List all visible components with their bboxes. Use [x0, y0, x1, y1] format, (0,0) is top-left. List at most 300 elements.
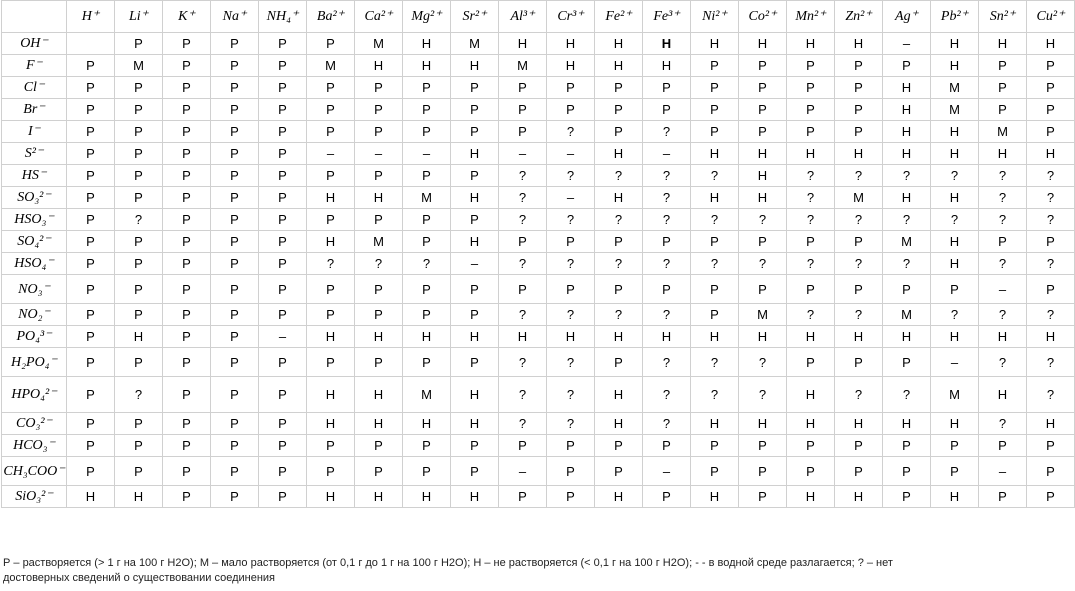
solubility-cell: Р [787, 231, 835, 253]
solubility-cell: Р [547, 457, 595, 486]
solubility-cell: Н [595, 413, 643, 435]
solubility-cell: Р [259, 33, 307, 55]
solubility-cell: М [307, 55, 355, 77]
solubility-cell: Р [547, 435, 595, 457]
solubility-cell: Р [355, 99, 403, 121]
solubility-cell: Н [691, 326, 739, 348]
solubility-cell: Р [451, 77, 499, 99]
solubility-cell: ? [739, 377, 787, 413]
solubility-cell: Н [883, 413, 931, 435]
solubility-cell: Р [163, 348, 211, 377]
solubility-cell: Р [403, 348, 451, 377]
solubility-cell: Н [739, 33, 787, 55]
solubility-cell: Н [787, 326, 835, 348]
solubility-cell: Р [595, 457, 643, 486]
solubility-cell: Р [499, 275, 547, 304]
solubility-cell: Р [163, 326, 211, 348]
solubility-cell: Р [211, 143, 259, 165]
solubility-cell: Р [211, 377, 259, 413]
solubility-cell: ? [595, 165, 643, 187]
solubility-cell: Р [67, 209, 115, 231]
solubility-cell: Р [259, 377, 307, 413]
solubility-cell: Р [787, 457, 835, 486]
solubility-cell: Н [355, 55, 403, 77]
solubility-cell: Н [979, 143, 1027, 165]
solubility-cell: Н [355, 486, 403, 508]
solubility-cell: Р [259, 55, 307, 77]
solubility-cell: М [883, 231, 931, 253]
solubility-cell: Р [979, 231, 1027, 253]
solubility-cell: Р [1027, 435, 1075, 457]
solubility-cell: Р [115, 253, 163, 275]
solubility-cell: Р [259, 209, 307, 231]
solubility-cell: Р [115, 275, 163, 304]
solubility-cell: Н [1027, 413, 1075, 435]
solubility-cell: – [403, 143, 451, 165]
solubility-cell: Р [547, 77, 595, 99]
solubility-cell: Р [211, 165, 259, 187]
cation-header: Li⁺ [115, 1, 163, 33]
solubility-cell: ? [499, 377, 547, 413]
solubility-cell: Н [307, 377, 355, 413]
solubility-cell: Н [307, 231, 355, 253]
solubility-cell: Р [787, 275, 835, 304]
legend-text: Р – растворяется (> 1 г на 100 г Н2О); М – мало растворяется (от 0,1 г до 1 г на 100 г Н2О); Н – не растворяется (< 0,1 г на 100 г Н2О); - - в водной среде разлагается; ? – нет достоверных сведений о существовании соединения [3, 557, 893, 584]
solubility-cell: Р [163, 304, 211, 326]
header-row [2, 1, 1075, 33]
solubility-cell: Р [115, 187, 163, 209]
solubility-cell: Р [451, 457, 499, 486]
solubility-cell: Р [499, 121, 547, 143]
solubility-cell: Н [499, 326, 547, 348]
solubility-cell: Н [547, 326, 595, 348]
solubility-cell: ? [979, 209, 1027, 231]
solubility-cell: Р [1027, 77, 1075, 99]
solubility-cell: – [451, 253, 499, 275]
solubility-cell: Р [403, 77, 451, 99]
solubility-cell: Р [307, 77, 355, 99]
solubility-cell: Р [739, 457, 787, 486]
solubility-cell: Н [739, 165, 787, 187]
table-row [2, 209, 1075, 231]
solubility-cell: ? [787, 304, 835, 326]
solubility-cell: ? [499, 413, 547, 435]
solubility-cell: Р [67, 304, 115, 326]
solubility-cell: Р [211, 413, 259, 435]
solubility-cell: Р [67, 435, 115, 457]
solubility-cell: Р [403, 209, 451, 231]
table-row [2, 348, 1075, 377]
solubility-cell: ? [979, 165, 1027, 187]
solubility-cell: Р [595, 275, 643, 304]
solubility-cell: Р [1027, 99, 1075, 121]
solubility-cell: Н [931, 33, 979, 55]
solubility-cell: Н [1027, 326, 1075, 348]
solubility-cell: ? [979, 348, 1027, 377]
solubility-cell: Р [499, 435, 547, 457]
solubility-cell: Р [259, 486, 307, 508]
cation-header: Fe²⁺ [595, 1, 643, 33]
solubility-cell: Р [307, 435, 355, 457]
solubility-cell: ? [883, 165, 931, 187]
solubility-cell: Р [691, 77, 739, 99]
anion-label: NO₃⁻ [2, 275, 67, 304]
solubility-cell: Н [595, 143, 643, 165]
solubility-cell: ? [835, 165, 883, 187]
solubility-cell: Р [643, 99, 691, 121]
anion-label: F⁻ [2, 55, 67, 77]
solubility-cell: ? [403, 253, 451, 275]
solubility-cell: Р [1027, 275, 1075, 304]
solubility-cell: Н [403, 55, 451, 77]
anion-label: CH₃COO⁻ [2, 457, 67, 486]
solubility-cell: ? [883, 209, 931, 231]
solubility-cell: М [115, 55, 163, 77]
solubility-cell: ? [883, 253, 931, 275]
solubility-cell: Р [979, 55, 1027, 77]
solubility-cell: Р [259, 435, 307, 457]
solubility-cell: ? [691, 165, 739, 187]
solubility-cell: ? [979, 253, 1027, 275]
solubility-cell: Р [67, 253, 115, 275]
solubility-cell: Н [787, 377, 835, 413]
solubility-cell: Р [883, 55, 931, 77]
solubility-cell: Н [643, 55, 691, 77]
anion-label: SO₃²⁻ [2, 187, 67, 209]
solubility-cell: Р [259, 413, 307, 435]
solubility-cell: Р [547, 99, 595, 121]
solubility-cell: Н [547, 55, 595, 77]
solubility-cell: Р [307, 304, 355, 326]
solubility-cell: Н [307, 486, 355, 508]
cation-header: Fe³⁺ [643, 1, 691, 33]
solubility-cell: Р [67, 377, 115, 413]
table-row [2, 457, 1075, 486]
solubility-cell: ? [643, 253, 691, 275]
table-row [2, 275, 1075, 304]
anion-label: HSO₃⁻ [2, 209, 67, 231]
solubility-cell: Р [115, 77, 163, 99]
solubility-cell: ? [499, 253, 547, 275]
solubility-cell: Н [307, 413, 355, 435]
solubility-cell: Н [931, 231, 979, 253]
solubility-cell: Р [451, 209, 499, 231]
solubility-cell: Н [595, 486, 643, 508]
solubility-cell: Р [115, 33, 163, 55]
solubility-cell: Н [403, 33, 451, 55]
solubility-cell: Р [739, 55, 787, 77]
solubility-cell: Р [355, 121, 403, 143]
solubility-cell: Р [451, 304, 499, 326]
solubility-cell: ? [835, 253, 883, 275]
solubility-cell: ? [691, 253, 739, 275]
solubility-cell: ? [643, 304, 691, 326]
solubility-cell: Р [835, 121, 883, 143]
solubility-cell: – [547, 143, 595, 165]
solubility-cell: Р [1027, 121, 1075, 143]
anion-label: OH⁻ [2, 33, 67, 55]
solubility-cell: Р [547, 275, 595, 304]
table-row [2, 143, 1075, 165]
solubility-cell: Р [835, 275, 883, 304]
solubility-cell: Р [739, 275, 787, 304]
solubility-cell: Р [355, 165, 403, 187]
solubility-cell: Р [451, 348, 499, 377]
solubility-cell: Р [115, 99, 163, 121]
solubility-cell: Н [835, 143, 883, 165]
solubility-cell: Р [211, 275, 259, 304]
solubility-cell: Р [931, 275, 979, 304]
solubility-cell: М [739, 304, 787, 326]
solubility-cell: Н [739, 413, 787, 435]
solubility-cell: Р [595, 99, 643, 121]
cation-header: Ni²⁺ [691, 1, 739, 33]
solubility-cell: Р [355, 435, 403, 457]
cation-header: K⁺ [163, 1, 211, 33]
cation-header: Na⁺ [211, 1, 259, 33]
solubility-cell: Н [691, 486, 739, 508]
anion-label: Br⁻ [2, 99, 67, 121]
solubility-cell: Р [739, 486, 787, 508]
cation-header: Sn²⁺ [979, 1, 1027, 33]
anion-label: SO₄²⁻ [2, 231, 67, 253]
solubility-cell: Н [451, 187, 499, 209]
solubility-cell: Р [259, 165, 307, 187]
cation-header: Mn²⁺ [787, 1, 835, 33]
solubility-cell: Р [67, 143, 115, 165]
solubility-cell: ? [931, 304, 979, 326]
solubility-cell: Р [259, 143, 307, 165]
solubility-cell: Р [835, 77, 883, 99]
solubility-cell: Н [355, 377, 403, 413]
solubility-cell: Р [259, 253, 307, 275]
solubility-cell: Н [355, 413, 403, 435]
solubility-cell: Р [355, 304, 403, 326]
anion-label: HCO₃⁻ [2, 435, 67, 457]
solubility-cell: Р [211, 486, 259, 508]
solubility-cell: ? [547, 209, 595, 231]
solubility-cell: Р [307, 457, 355, 486]
table-row [2, 413, 1075, 435]
anion-label: H₂PO₄⁻ [2, 348, 67, 377]
solubility-cell: Р [67, 413, 115, 435]
solubility-cell: Р [739, 99, 787, 121]
solubility-cell: Н [595, 326, 643, 348]
anion-label: SiO₃²⁻ [2, 486, 67, 508]
solubility-cell: ? [1027, 165, 1075, 187]
solubility-cell: Р [115, 165, 163, 187]
solubility-cell: ? [739, 253, 787, 275]
solubility-cell: Р [67, 121, 115, 143]
solubility-cell: Р [883, 457, 931, 486]
solubility-cell: Р [355, 209, 403, 231]
solubility-cell: Р [115, 413, 163, 435]
solubility-cell: Р [259, 275, 307, 304]
cation-header: Ca²⁺ [355, 1, 403, 33]
solubility-cell: Р [1027, 457, 1075, 486]
solubility-cell: Н [1027, 143, 1075, 165]
solubility-cell: Р [643, 486, 691, 508]
solubility-cell: Р [499, 486, 547, 508]
solubility-cell: ? [595, 304, 643, 326]
solubility-cell: ? [883, 377, 931, 413]
solubility-cell: ? [835, 377, 883, 413]
solubility-cell: Н [835, 33, 883, 55]
solubility-cell: Р [595, 348, 643, 377]
solubility-cell: Р [307, 209, 355, 231]
solubility-cell: Н [691, 33, 739, 55]
solubility-cell: Н [835, 486, 883, 508]
solubility-cell: Р [211, 326, 259, 348]
anion-label: I⁻ [2, 121, 67, 143]
solubility-cell: Р [835, 55, 883, 77]
solubility-cell: Н [931, 413, 979, 435]
solubility-cell: ? [931, 165, 979, 187]
solubility-cell: – [931, 348, 979, 377]
solubility-cell: Р [403, 457, 451, 486]
solubility-cell: ? [547, 377, 595, 413]
solubility-cell: Р [451, 99, 499, 121]
table-row [2, 231, 1075, 253]
solubility-cell: Р [211, 55, 259, 77]
corner-cell [2, 1, 67, 33]
solubility-cell: Р [67, 55, 115, 77]
solubility-cell: Р [259, 77, 307, 99]
solubility-cell: М [835, 187, 883, 209]
cation-header: Co²⁺ [739, 1, 787, 33]
table-row [2, 33, 1075, 55]
solubility-cell: Р [691, 457, 739, 486]
cation-header: Al³⁺ [499, 1, 547, 33]
solubility-cell: ? [643, 209, 691, 231]
solubility-cell: Р [163, 121, 211, 143]
solubility-cell: Н [307, 187, 355, 209]
anion-label: S²⁻ [2, 143, 67, 165]
solubility-cell: Р [643, 435, 691, 457]
solubility-cell: Р [259, 99, 307, 121]
solubility-cell: Р [835, 231, 883, 253]
solubility-cell: Н [883, 143, 931, 165]
solubility-cell: Р [979, 486, 1027, 508]
solubility-cell: Р [691, 99, 739, 121]
solubility-cell: Р [67, 326, 115, 348]
solubility-cell: ? [1027, 304, 1075, 326]
solubility-cell: Р [163, 33, 211, 55]
solubility-cell: ? [979, 187, 1027, 209]
solubility-cell: ? [787, 209, 835, 231]
solubility-cell: ? [547, 348, 595, 377]
solubility-cell: Р [1027, 55, 1075, 77]
solubility-cell: Р [883, 348, 931, 377]
solubility-cell: Р [307, 121, 355, 143]
solubility-cell: Р [211, 121, 259, 143]
table-row [2, 304, 1075, 326]
cation-header: NH₄⁺ [259, 1, 307, 33]
solubility-cell: Р [355, 348, 403, 377]
solubility-cell: Р [115, 457, 163, 486]
table-body [2, 33, 1075, 508]
solubility-cell: Н [355, 326, 403, 348]
solubility-cell: Н [787, 413, 835, 435]
solubility-cell: Р [163, 209, 211, 231]
solubility-cell: – [259, 326, 307, 348]
solubility-cell: ? [499, 209, 547, 231]
solubility-cell: – [499, 457, 547, 486]
solubility-cell: Р [787, 435, 835, 457]
cation-header: Zn²⁺ [835, 1, 883, 33]
solubility-cell: – [643, 143, 691, 165]
solubility-cell: Р [1027, 231, 1075, 253]
solubility-cell: Н [883, 77, 931, 99]
solubility-cell: Н [931, 55, 979, 77]
solubility-cell: Р [835, 348, 883, 377]
solubility-cell: Р [979, 99, 1027, 121]
solubility-cell: Н [1027, 33, 1075, 55]
solubility-cell: Н [451, 413, 499, 435]
solubility-cell: Н [499, 33, 547, 55]
solubility-cell: Р [163, 377, 211, 413]
solubility-cell: Р [163, 435, 211, 457]
solubility-cell: ? [979, 413, 1027, 435]
solubility-cell: – [979, 275, 1027, 304]
solubility-cell: Р [67, 348, 115, 377]
solubility-cell: Р [211, 304, 259, 326]
solubility-cell: Н [451, 231, 499, 253]
solubility-cell: Р [787, 55, 835, 77]
solubility-cell: Н [979, 33, 1027, 55]
solubility-cell: Р [451, 165, 499, 187]
solubility-cell: Р [451, 435, 499, 457]
solubility-cell: Р [739, 121, 787, 143]
solubility-cell: Н [595, 377, 643, 413]
solubility-cell: Н [67, 486, 115, 508]
solubility-cell: Р [643, 77, 691, 99]
cation-header: Mg²⁺ [403, 1, 451, 33]
solubility-cell: Р [67, 231, 115, 253]
solubility-cell: Р [403, 165, 451, 187]
solubility-cell: Н [931, 253, 979, 275]
solubility-cell: ? [547, 121, 595, 143]
solubility-cell: Р [451, 275, 499, 304]
solubility-cell: Р [115, 121, 163, 143]
solubility-cell: ? [643, 413, 691, 435]
solubility-cell: ? [1027, 377, 1075, 413]
solubility-cell: Р [211, 253, 259, 275]
solubility-cell: ? [787, 165, 835, 187]
solubility-cell: Р [115, 304, 163, 326]
table-row [2, 435, 1075, 457]
solubility-cell: Р [451, 121, 499, 143]
solubility-cell: Р [163, 253, 211, 275]
solubility-cell: Р [67, 77, 115, 99]
solubility-cell: ? [547, 304, 595, 326]
solubility-cell: Р [163, 55, 211, 77]
solubility-cell: Р [115, 143, 163, 165]
solubility-cell: Р [211, 348, 259, 377]
solubility-cell: Р [259, 304, 307, 326]
anion-label: CO₃²⁻ [2, 413, 67, 435]
anion-label: NO₂⁻ [2, 304, 67, 326]
table-row [2, 121, 1075, 143]
solubility-cell: М [883, 304, 931, 326]
solubility-cell [67, 33, 115, 55]
solubility-cell: Н [595, 33, 643, 55]
table-row [2, 99, 1075, 121]
solubility-cell: Р [643, 275, 691, 304]
solubility-cell: Р [835, 99, 883, 121]
solubility-cell: Р [115, 435, 163, 457]
solubility-cell: ? [1027, 187, 1075, 209]
